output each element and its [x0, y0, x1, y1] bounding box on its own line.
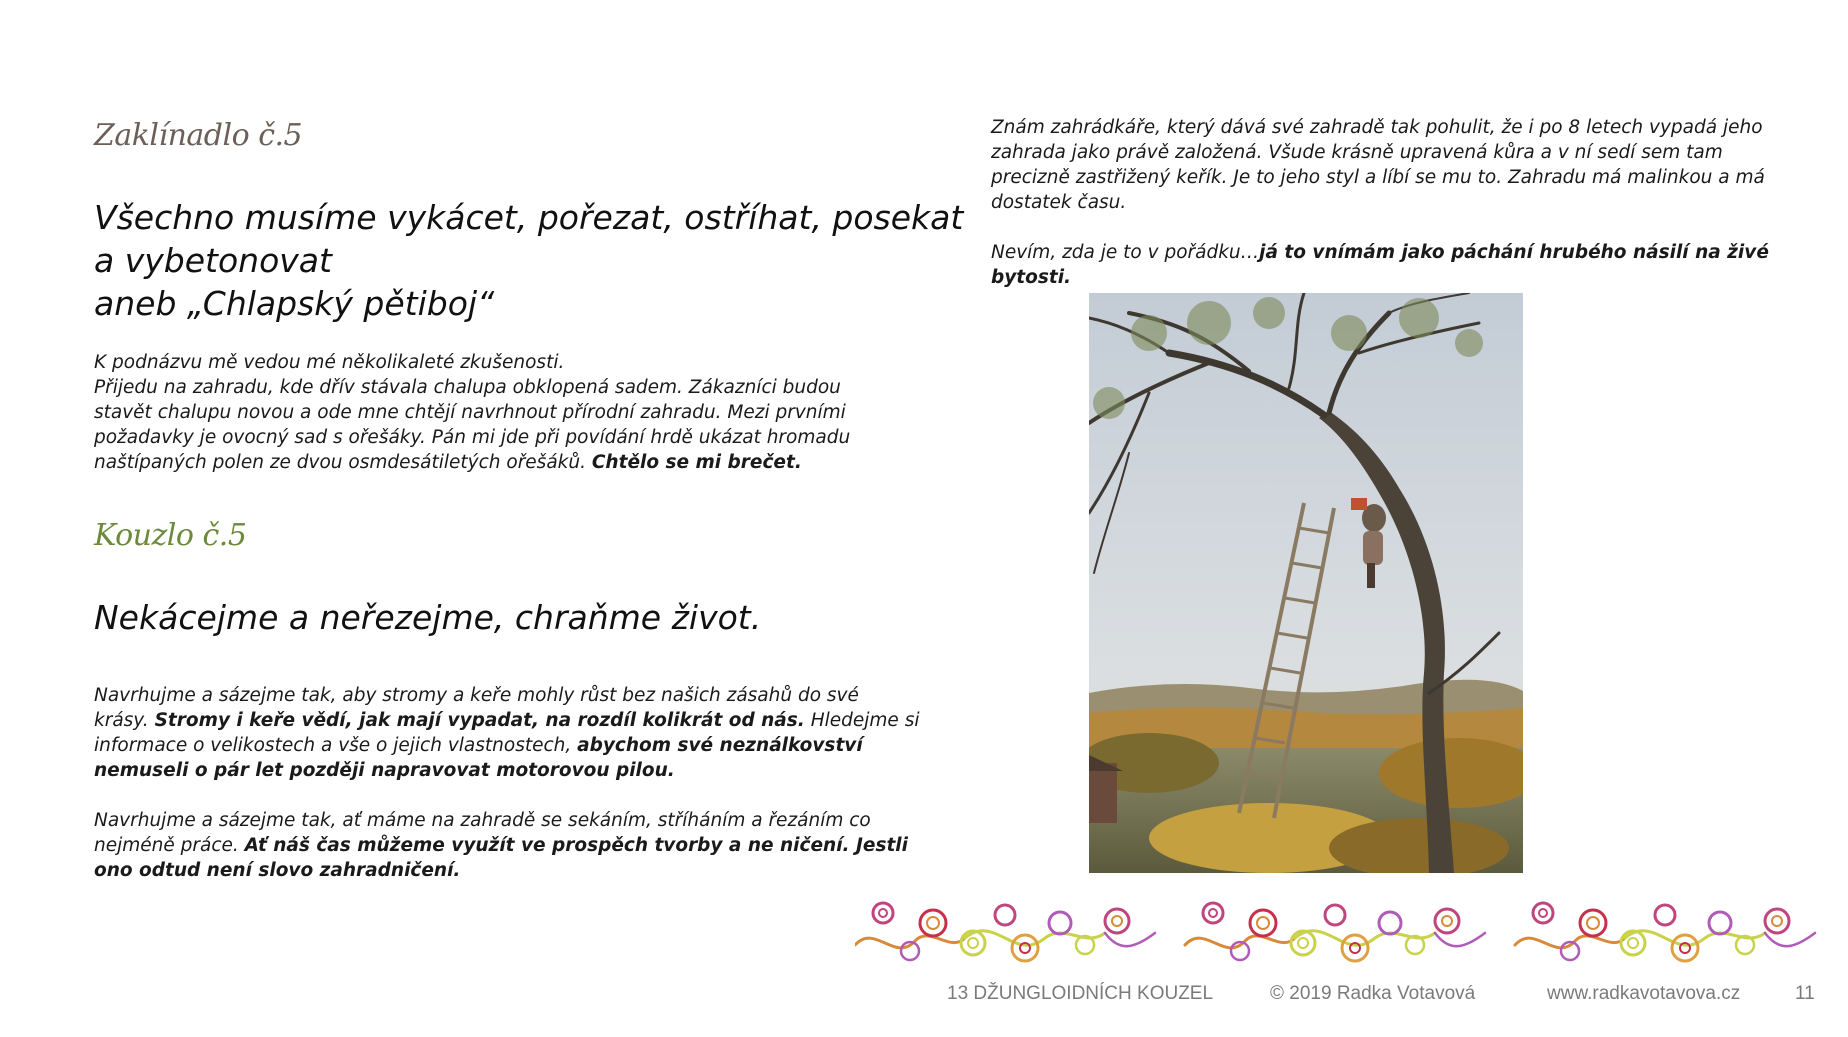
text-line: dostatek času.: [991, 192, 1127, 213]
charm-label: Kouzlo č.5: [94, 518, 247, 553]
text-line: K podnázvu mě vedou mé několikaleté zkušenosti.: [94, 352, 565, 373]
right-paragraph-2: [991, 240, 1769, 290]
text-line: Navrhujme a sázejme tak, aby stromy a keře mohly růst bez našich zásahů do své: [94, 685, 859, 706]
swirl-ornament-icon: [855, 893, 1848, 969]
text-run: nejméně práce.: [94, 835, 245, 856]
tree-ladder-photo: [1089, 293, 1523, 873]
emphasis-text: já to vnímám jako páchání hrubého násilí na živé: [1259, 242, 1769, 263]
swirl-motif: [855, 903, 1155, 961]
emphasis-text: abychom své neználkovství: [577, 735, 863, 756]
photo-tree-ladder-icon: [1089, 293, 1523, 873]
text-line: Přijedu na zahradu, kde dřív stávala chalupa obklopená sadem. Zákazníci budou: [94, 377, 841, 398]
charm-paragraph-2: [94, 808, 908, 883]
text-line: stavět chalupu novou a ode mne chtějí navrhnout přírodní zahradu. Mezi prvními: [94, 402, 846, 423]
charm-title: Nekácejme a neřezejme, chraňme život.: [94, 598, 762, 637]
emphasis-text: Ať náš čas můžeme využít ve prospěch tvorby a ne ničení. Jestli: [244, 835, 908, 856]
text-line: precizně zastřižený keřík. Je to jeho styl a líbí se mu to. Zahradu má malinkou a má: [991, 167, 1765, 188]
footer-copyright: © 2019 Radka Votavová: [1270, 983, 1476, 1004]
text-run: Nevím, zda je to v pořádku…: [991, 242, 1260, 263]
text-line: požadavky je ovocný sad s ořešáky. Pán mi jde při povídání hrdě ukázat hromadu: [94, 427, 851, 448]
spell-title: [94, 196, 963, 325]
text-line: zahrada jako právě založená. Všude krásně upravená kůra a v ní sedí sem tam: [991, 142, 1723, 163]
spell-title-line: aneb „Chlapský pětiboj“: [94, 284, 495, 323]
text-run: informace o velikostech a vše o jejich vlastnostech,: [94, 735, 578, 756]
emphasis-text: nemuseli o pár let později napravovat motorovou pilou.: [94, 760, 675, 781]
text-line: [94, 858, 908, 883]
text-line: [991, 240, 1769, 265]
spell-title-line: a vybetonovat: [94, 241, 332, 280]
emphasis-text: Stromy i keře vědí, jak mají vypadat, na rozdíl kolikrát od nás.: [154, 710, 805, 731]
intro-paragraph: [94, 350, 850, 475]
text-line: [94, 450, 850, 475]
page-number: 11: [1795, 983, 1815, 1004]
footer: [0, 983, 1848, 1009]
emphasis-text: Chtělo se mi brečet.: [591, 452, 802, 473]
spell-label: Zaklínadlo č.5: [94, 118, 303, 153]
text-line: [94, 708, 919, 733]
emphasis-text: bytosti.: [991, 267, 1072, 288]
text-line: [94, 833, 908, 858]
text-run: Hledejme si: [804, 710, 920, 731]
text-line: [991, 265, 1769, 290]
text-line: [94, 758, 919, 783]
right-paragraph-1: [991, 115, 1765, 215]
decorative-swirl-border: [855, 893, 1848, 969]
emphasis-text: ono odtud není slovo zahradničení.: [94, 860, 461, 881]
footer-title: 13 DŽUNGLOIDNÍCH KOUZEL: [947, 983, 1214, 1004]
text-run: naštípaných polen ze dvou osmdesátiletých ořešáků.: [94, 452, 592, 473]
charm-paragraph-1: [94, 683, 919, 783]
text-line: Znám zahrádkáře, který dává své zahradě tak pohulit, že i po 8 letech vypadá jeho: [991, 117, 1763, 138]
footer-url[interactable]: www.radkavotavova.cz: [1547, 983, 1741, 1004]
spell-title-line: Všechno musíme vykácet, pořezat, ostříhat, posekat: [94, 198, 964, 237]
text-line: Navrhujme a sázejme tak, ať máme na zahradě se sekáním, stříháním a řezáním co: [94, 810, 871, 831]
text-line: [94, 733, 919, 758]
text-run: krásy.: [94, 710, 155, 731]
